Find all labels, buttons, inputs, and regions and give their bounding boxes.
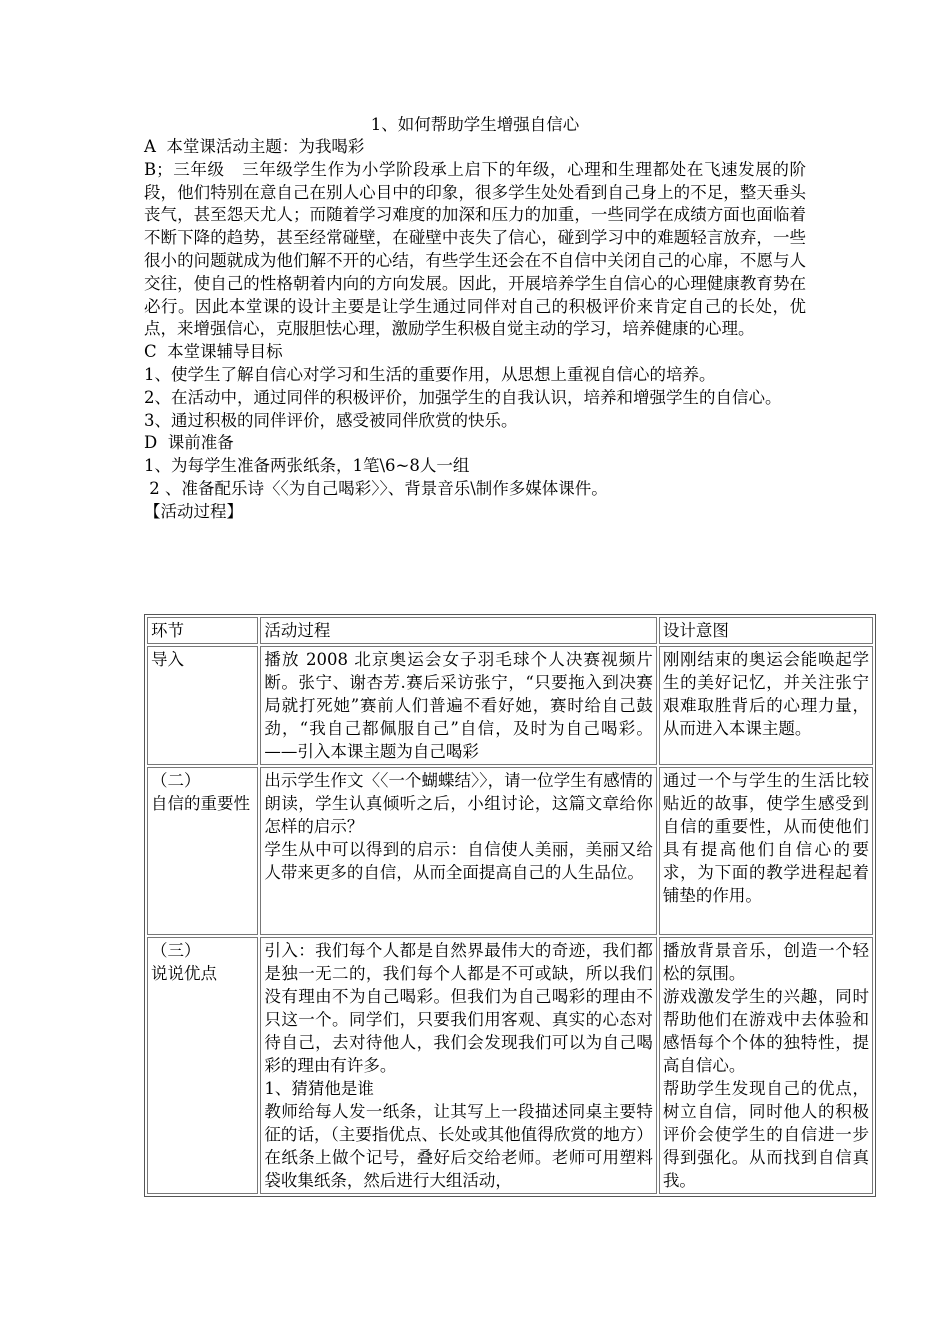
background-paragraph: B；三年级 三年级学生作为小学阶段承上启下的年级，心理和生理都处在飞速发展的阶段，他们特别在意自己在别人心目中的印象，很多学生处处看到自己身上的不足，整天垂头丧气，甚至怨天尤人；而随着学习难度的加深和压力的加重，一些同学在成绩方面也面临着不断下降的趋势，甚至经常碰壁，在碰壁中丧失了信心，碰到学习中的难题轻言放弃，一些很小的问题就成为他们解不开的心结，有些学生还会在不自信中关闭自己的心扉，不愿与人交往，使自己的性格朝着内向的方向发展。因此，开展培养学生自信心的心理健康教育势在必行。因此本堂课的设计主要是让学生通过同伴对自己的积极评价来肯定自己的长处，优点，来增强信心，克服胆怯心理，激励学生积极自觉主动的学习，培养健康的心理。 <box>144 159 806 339</box>
goals-heading: C 本堂课辅导目标 <box>144 342 283 362</box>
header-intent: 设计意图 <box>659 617 873 644</box>
row2-process-text-1: 出示学生作文〈〈一个蝴蝶结〉〉，请一位学生有感情的朗读，学生认真倾听之后，小组讨论，这篇文章给你怎样的启示？ <box>264 771 653 836</box>
prep-1: 1、为每学生准备两张纸条，1笔\6~8人一组 <box>144 456 470 476</box>
row3-intent-text-3: 帮助学生发现自己的优点，树立自信，同时他人的积极评价会使学生的自信进一步得到强化。从而找到自信真我。 <box>662 1079 869 1190</box>
doc-title: 1、如何帮助学生增强自信心 <box>370 115 580 134</box>
row1-process <box>260 646 656 765</box>
row2-stage-text: 自信的重要性 <box>151 794 250 813</box>
row3-intent <box>659 937 873 1194</box>
row2-intent <box>659 767 873 935</box>
row3-stage-text: 说说优点 <box>151 964 217 983</box>
row3-stage <box>147 937 258 1194</box>
table-header-row <box>147 617 873 644</box>
row2-stage <box>147 767 258 935</box>
header-stage: 环节 <box>147 617 258 644</box>
prep-2: 2 、准备配乐诗〈〈为自己喝彩〉〉、背景音乐\制作多媒体课件。 <box>144 478 608 498</box>
prep-heading: D 课前准备 <box>144 433 234 453</box>
table-row <box>147 646 873 765</box>
row3-process <box>260 937 656 1194</box>
row3-intent-text-1: 播放背景音乐，创造一个轻松的氛围。 <box>662 941 869 983</box>
row2-process-text-2: 学生从中可以得到的启示：自信使人美丽，美丽又给人带来更多的自信，从而全面提高自己的人生品位。 <box>264 840 653 882</box>
row3-stage-num: （三） <box>151 941 201 960</box>
table-row <box>147 937 873 1194</box>
theme-line: A 本堂课活动主题：为我喝彩 <box>144 137 365 156</box>
activity-table <box>144 614 876 1197</box>
row3-intent-text-2: 游戏激发学生的兴趣，同时帮助他们在游戏中去体验和感悟每个个体的独特性，提高自信心。 <box>662 987 869 1075</box>
row2-intent-text: 通过一个与学生的生活比较贴近的故事，使学生感受到自信的重要性，从而使他们具有提高他们自信心的要求，为下面的教学进程起着铺垫的作用。 <box>662 771 869 905</box>
row3-process-text-2: 1、猜猜他是谁 <box>264 1079 374 1098</box>
header-process: 活动过程 <box>260 617 656 644</box>
row1-intent <box>659 646 873 765</box>
row1-stage-text: 导入 <box>151 650 184 669</box>
activity-heading: 【活动过程】 <box>144 501 243 521</box>
table-row <box>147 767 873 935</box>
row2-stage-num: （二） <box>151 771 201 790</box>
goal-3: 3、通过积极的同伴评价，感受被同伴欣赏的快乐。 <box>144 410 518 430</box>
goal-2: 2、在活动中，通过同伴的积极评价，加强学生的自我认识，培养和增强学生的自信心。 <box>144 387 782 407</box>
row1-intent-text: 刚刚结束的奥运会能唤起学生的美好记忆，并关注张宁艰难取胜背后的心理力量，从而进入本课主题。 <box>662 650 869 738</box>
row1-stage <box>147 646 258 765</box>
row1-process-text: 播放 2008 北京奥运会女子羽毛球个人决赛视频片断。张宁、谢杏芳.赛后采访张宁，“只要拖入到决赛局就打死她”赛前人们普遍不看好她，赛时给自己鼓劲，“我自己都佩服自己”自信，及时为自己喝彩。——引入本课主题为自己喝彩 <box>264 650 653 761</box>
row3-process-text-1: 引入：我们每个人都是自然界最伟大的奇迹，我们都是独一无二的，我们每个人都是不可或缺，所以我们没有理由不为自己喝彩。但我们为自己喝彩的理由不只这一个。同学们，只要我们用客观、真实的心态对待自己，去对待他人，我们会发现我们可以为自己喝彩的理由有许多。 <box>264 941 653 1075</box>
row3-process-text-3: 教师给每人发一纸条，让其写上一段描述同桌主要特征的话，（主要指优点、长处或其他值得欣赏的地方）在纸条上做个记号，叠好后交给老师。老师可用塑料袋收集纸条，然后进行大组活动， <box>264 1102 653 1190</box>
goal-1: 1、使学生了解自信心对学习和生活的重要作用，从思想上重视自信心的培养。 <box>144 364 716 384</box>
document-body <box>144 114 806 524</box>
row2-process <box>260 767 656 935</box>
